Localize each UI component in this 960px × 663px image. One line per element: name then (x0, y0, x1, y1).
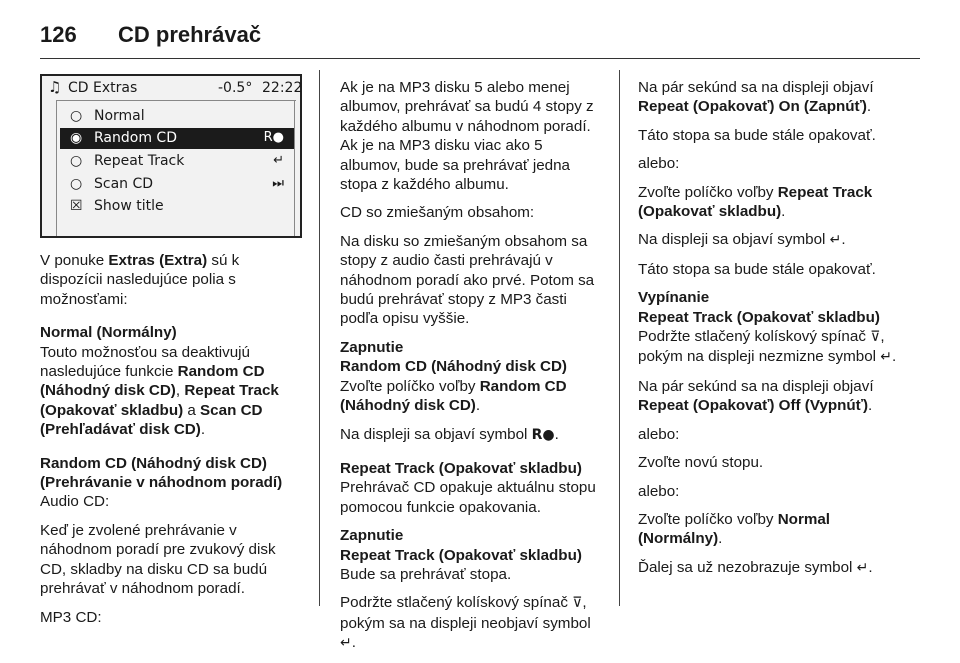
page-number: 126 (40, 22, 77, 47)
page-header (40, 18, 920, 58)
radio-off-icon: ○ (70, 108, 83, 124)
paragraph: Táto stopa sa bude stále opakovať. (638, 126, 876, 144)
paragraph: alebo: (638, 425, 680, 443)
cd-extras-display (40, 74, 302, 238)
paragraph: alebo: (638, 482, 680, 500)
menu-item-show-title[interactable] (60, 196, 294, 217)
paragraph: Táto stopa sa bude stále opakovať. (638, 260, 876, 278)
rocker-switch-icon: ⊽ (572, 595, 583, 612)
display-frame (294, 100, 295, 236)
paragraph: alebo: (638, 155, 680, 173)
paragraph: Podržte stlačený kolískový spínač ⊽, pokým na displeji nezmizne symbol ↵. (638, 328, 897, 366)
paragraph: Na pár sekúnd sa na displeji objaví Repeat (Opakovať) On (Zapnúť). (638, 79, 874, 116)
section-heading: Repeat Track (Opakovať skladbu) (340, 459, 582, 477)
paragraph: Touto možnosťou sa deaktivujú nasledujúce funkcie Random CD (Náhodný disk CD), Repeat Track (Opakovať skladbu) a Scan CD (Prehľadávať disk CD). (40, 343, 279, 439)
paragraph: Zvoľte políčko voľby Normal (Normálny). (638, 510, 831, 548)
display-frame (56, 100, 57, 236)
paragraph: Keď je zvolené prehrávanie v náhodnom poradí pre zvukový disk CD, skladby na disku CD sa budú prehrávať v náhodnom poradí. (40, 521, 276, 598)
random-icon: R● (263, 130, 284, 145)
menu-item-label: Show title (94, 198, 164, 214)
menu-item-label: Random CD (94, 130, 177, 146)
radio-off-icon: ○ (70, 153, 83, 169)
section-heading: (Prehrávanie v náhodnom poradí) (40, 474, 283, 492)
repeat-icon: ↵ (340, 635, 352, 652)
paragraph: V ponuke Extras (Extra) sú k dispozícii nasledujúce polia s možnosťami: (40, 252, 240, 308)
section-heading: Repeat Track (Opakovať skladbu) (340, 546, 582, 564)
checkbox-icon: ☒ (70, 198, 83, 214)
repeat-icon: ↵ (273, 153, 284, 168)
paragraph: Podržte stlačený kolískový spínač ⊽, pokým sa na displeji neobjaví symbol ↵. (340, 594, 591, 652)
repeat-icon: ↵ (856, 559, 869, 576)
column-3 (638, 78, 908, 587)
chapter-title: CD prehrávač (118, 22, 262, 47)
repeat-icon: ↵ (829, 232, 842, 249)
display-title: CD Extras (68, 80, 138, 96)
paragraph: Ďalej sa už nezobrazuje symbol ↵. (638, 558, 873, 576)
paragraph: MP3 CD: (40, 608, 102, 626)
paragraph: Na displeji sa objaví symbol R●. (340, 425, 559, 443)
radio-off-icon: ○ (70, 176, 83, 192)
paragraph: Na displeji sa objaví symbol ↵. (638, 231, 846, 249)
display-title-bar (42, 76, 303, 100)
menu-item-label: Scan CD (94, 176, 154, 192)
rocker-switch-icon: ⊽ (870, 329, 881, 346)
section-heading: Zapnutie (340, 338, 404, 356)
column-divider (319, 70, 320, 606)
menu-item-repeat-track[interactable] (60, 151, 294, 172)
menu-item-label: Normal (94, 108, 145, 124)
column-divider (619, 70, 620, 606)
random-icon: R● (531, 426, 555, 443)
paragraph: Zvoľte políčko voľby Random CD (Náhodný disk CD). (340, 377, 567, 415)
paragraph: Zvoľte novú stopu. (638, 454, 764, 472)
column-2 (340, 78, 605, 663)
section-heading: Vypínanie (638, 289, 710, 307)
section-heading: Normal (Normálny) (40, 324, 177, 342)
paragraph: Audio CD: (40, 493, 110, 511)
paragraph: Prehrávač CD opakuje aktuálnu stopu pomocou funkcie opakovania. (340, 479, 596, 516)
paragraph: Na disku so zmiešaným obsahom sa stopy z audio časti prehrávajú v náhodnom poradí ako prvé. Potom sa budú prehrávať stopy z MP3 časti podľa opisu vyššie. (340, 232, 595, 328)
radio-on-icon: ◉ (70, 130, 83, 146)
section-heading: Random CD (Náhodný disk CD) (340, 358, 567, 376)
display-temperature: -0.5° (218, 80, 253, 96)
paragraph: CD so zmiešaným obsahom: (340, 204, 535, 222)
menu-item-scan-cd[interactable] (60, 174, 294, 195)
display-time: 22:22 (262, 80, 303, 96)
paragraph: Ak je na MP3 disku 5 alebo menej albumov, prehrávať sa budú 4 stopy z každého albumu v náhodnom poradí. Ak je na MP3 disku viac ako 5 albumov, bude sa prehrávať jedna stopa z každého albumu. (340, 79, 594, 194)
section-heading: Repeat Track (Opakovať skladbu) (638, 308, 880, 326)
menu-item-label: Repeat Track (94, 153, 185, 169)
paragraph: Zvoľte políčko voľby Repeat Track (Opakovať skladbu). (638, 183, 873, 221)
menu-item-normal[interactable] (60, 106, 294, 127)
repeat-icon: ↵ (880, 349, 892, 366)
header-rule (40, 58, 920, 59)
paragraph: Bude sa prehrávať stopa. (340, 565, 512, 583)
section-heading: Zapnutie (340, 527, 404, 545)
display-divider (56, 100, 296, 101)
menu-item-random-cd[interactable] (60, 128, 294, 149)
scan-icon: ⏭ (272, 176, 284, 191)
music-note-icon: ♫ (48, 78, 62, 96)
paragraph: Na pár sekúnd sa na displeji objaví Repeat (Opakovať) Off (Vypnúť). (638, 377, 874, 415)
column-1 (40, 251, 302, 636)
section-heading: Random CD (Náhodný disk CD) (40, 454, 267, 472)
